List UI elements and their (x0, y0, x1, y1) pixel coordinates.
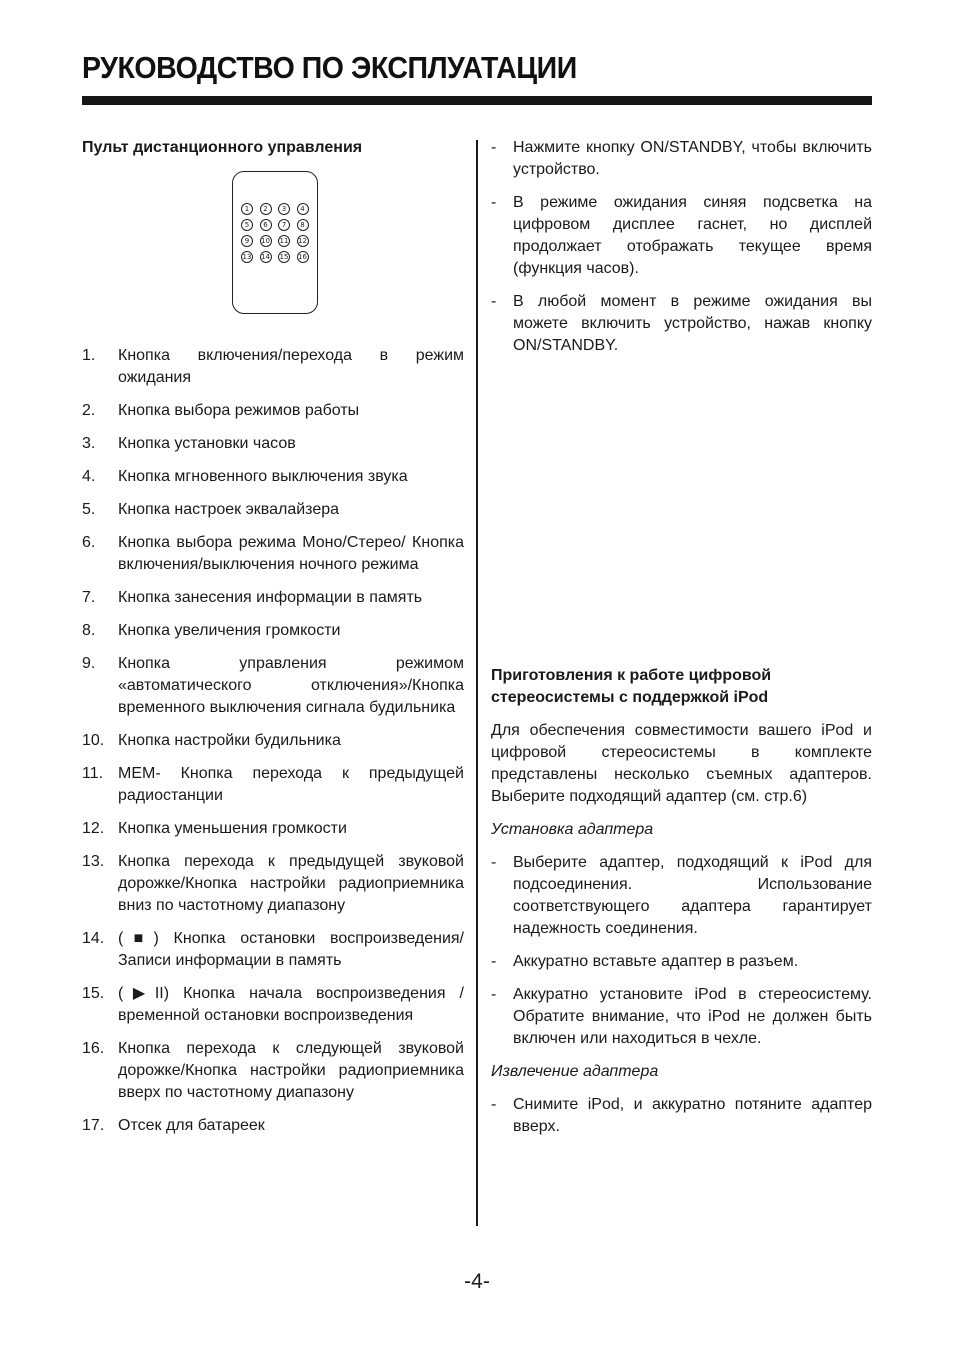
list-item (82, 620, 464, 642)
item-text: Кнопка перехода к предыдущей звуковой дорожке/Кнопка настройки радиоприемника вниз по частотному диапазону (118, 853, 464, 914)
bullet-dash: - (491, 1096, 497, 1113)
remote-button-11: 11 (279, 237, 289, 245)
list-item (491, 137, 872, 181)
remote-button-8: 8 (297, 219, 309, 231)
remote-button-9: 9 (241, 235, 253, 247)
remote-button-grid (241, 203, 309, 263)
bullet-dash: - (491, 139, 497, 156)
item-text: (▶II) Кнопка начала воспроизведения / временной остановки воспроизведения (118, 985, 464, 1024)
bullet-dash: - (491, 953, 497, 970)
item-text: (■) Кнопка остановки воспроизведения/Записи информации в память (118, 930, 464, 969)
item-text: Аккуратно вставьте адаптер в разъем. (513, 953, 799, 970)
item-text: Отсек для батареек (118, 1117, 265, 1134)
remote-section-heading: Пульт дистанционного управления (82, 139, 363, 156)
remote-illustration (82, 171, 464, 345)
item-text: Аккуратно установите iPod в стереосистему. Обратите внимание, что iPod не должен быть включен или находиться в чехле. (513, 986, 872, 1047)
bullet-dash: - (491, 293, 497, 310)
remove-adapter-subheading: Извлечение адаптера (491, 1063, 659, 1080)
item-text: Кнопка включения/перехода в режим ожидания (118, 347, 464, 386)
ipod-intro-paragraph: Для обеспечения совместимости вашего iPod и цифровой стереосистемы в комплекте представлены несколько съемных адаптеров. Выберите подходящий адаптер (см. стр.6) (491, 722, 872, 805)
list-item (491, 951, 872, 973)
item-number: 10. (82, 732, 105, 749)
column-divider (476, 140, 478, 1226)
list-item (491, 1094, 872, 1138)
remote-button-10: 10 (261, 237, 270, 245)
remote-button-2: 2 (260, 203, 272, 215)
list-item (82, 818, 464, 840)
page-title: РУКОВОДСТВО ПО ЭКСПЛУАТАЦИИ (82, 50, 577, 85)
item-number: 14. (82, 930, 105, 947)
list-item (82, 587, 464, 609)
remove-adapter-steps (491, 1094, 872, 1138)
list-item (491, 984, 872, 1050)
remote-button-5: 5 (241, 219, 253, 231)
item-number: 8. (82, 622, 96, 639)
list-item (82, 653, 464, 719)
list-item (82, 499, 464, 521)
list-item (82, 1038, 464, 1104)
item-text: Кнопка перехода к следующей звуковой дорожке/Кнопка настройки радиоприемника вверх по частотному диапазону (118, 1040, 464, 1101)
item-text: Кнопка настройки будильника (118, 732, 341, 749)
item-number: 12. (82, 820, 105, 837)
bullet-dash: - (491, 194, 497, 211)
item-number: 15. (82, 985, 105, 1002)
list-item (491, 852, 872, 940)
bullet-dash: - (491, 854, 497, 871)
remote-button-14: 14 (261, 253, 270, 261)
bullet-dash: - (491, 986, 497, 1003)
remote-button-1: 1 (241, 203, 253, 215)
item-number: 13. (82, 853, 105, 870)
remote-control-drawing (232, 171, 318, 314)
item-text: В любой момент в режиме ожидания вы можете включить устройство, нажав кнопку ON/STANDBY. (513, 293, 872, 354)
remote-button-3: 3 (278, 203, 290, 215)
item-text: Кнопка мгновенного выключения звука (118, 468, 408, 485)
item-text: Кнопка выбора режима Моно/Стерео/ Кнопка включения/выключения ночного режима (118, 534, 464, 573)
install-adapter-subheading: Установка адаптера (491, 821, 654, 838)
item-number: 17. (82, 1117, 105, 1134)
item-number: 2. (82, 402, 96, 419)
remote-button-13: 13 (242, 253, 252, 261)
list-item (82, 433, 464, 455)
item-text: Кнопка настроек эквалайзера (118, 501, 340, 518)
item-text: Выберите адаптер, подходящий к iPod для подсоединения. Использование соответствующего адаптера гарантирует надежность соединения. (513, 854, 872, 937)
item-text: Кнопка управления режимом «автоматического отключения»/Кнопка временного выключения сигнала будильника (118, 655, 464, 716)
remote-button-7: 7 (278, 219, 290, 231)
item-number: 9. (82, 655, 96, 672)
install-adapter-steps (491, 852, 872, 1050)
item-text: Снимите iPod, и аккуратно потяните адаптер вверх. (513, 1096, 872, 1135)
page-number: -4- (464, 1270, 490, 1293)
standby-instructions (491, 137, 872, 357)
list-item (82, 345, 464, 389)
remote-button-12: 12 (298, 237, 307, 245)
item-text: В режиме ожидания синяя подсветка на цифровом дисплее гаснет, но дисплей продолжает отображать текущее время (функция часов). (513, 194, 872, 277)
list-item (491, 291, 872, 357)
list-item (82, 400, 464, 422)
item-number: 6. (82, 534, 96, 551)
item-text: MEM- Кнопка перехода к предыдущей радиостанции (118, 765, 464, 804)
item-number: 4. (82, 468, 96, 485)
list-item (82, 532, 464, 576)
remote-button-16: 16 (298, 253, 307, 261)
right-column (491, 137, 872, 1149)
remote-button-4: 4 (297, 203, 309, 215)
list-item (491, 192, 872, 280)
blank-space (491, 368, 872, 665)
item-text: Кнопка увеличения громкости (118, 622, 341, 639)
left-column (82, 137, 464, 1148)
list-item (82, 730, 464, 752)
list-item (82, 1115, 464, 1137)
item-text: Нажмите кнопку ON/STANDBY, чтобы включить устройство. (513, 139, 872, 178)
remote-button-6: 6 (260, 219, 272, 231)
list-item (82, 851, 464, 917)
title-underline-bar (82, 96, 872, 105)
item-text: Кнопка уменьшения громкости (118, 820, 347, 837)
list-item (82, 928, 464, 972)
ipod-section-heading: Приготовления к работе цифровой стереосистемы с поддержкой iPod (491, 667, 772, 706)
remote-button-15: 15 (279, 253, 289, 261)
remote-button-list (82, 345, 464, 1137)
list-item (82, 983, 464, 1027)
item-number: 1. (82, 347, 96, 364)
item-number: 5. (82, 501, 96, 518)
list-item (82, 466, 464, 488)
item-number: 3. (82, 435, 96, 452)
item-number: 11. (82, 765, 104, 782)
item-number: 16. (82, 1040, 105, 1057)
item-number: 7. (82, 589, 96, 606)
item-text: Кнопка установки часов (118, 435, 296, 452)
list-item (82, 763, 464, 807)
item-text: Кнопка занесения информации в память (118, 589, 423, 606)
item-text: Кнопка выбора режимов работы (118, 402, 360, 419)
